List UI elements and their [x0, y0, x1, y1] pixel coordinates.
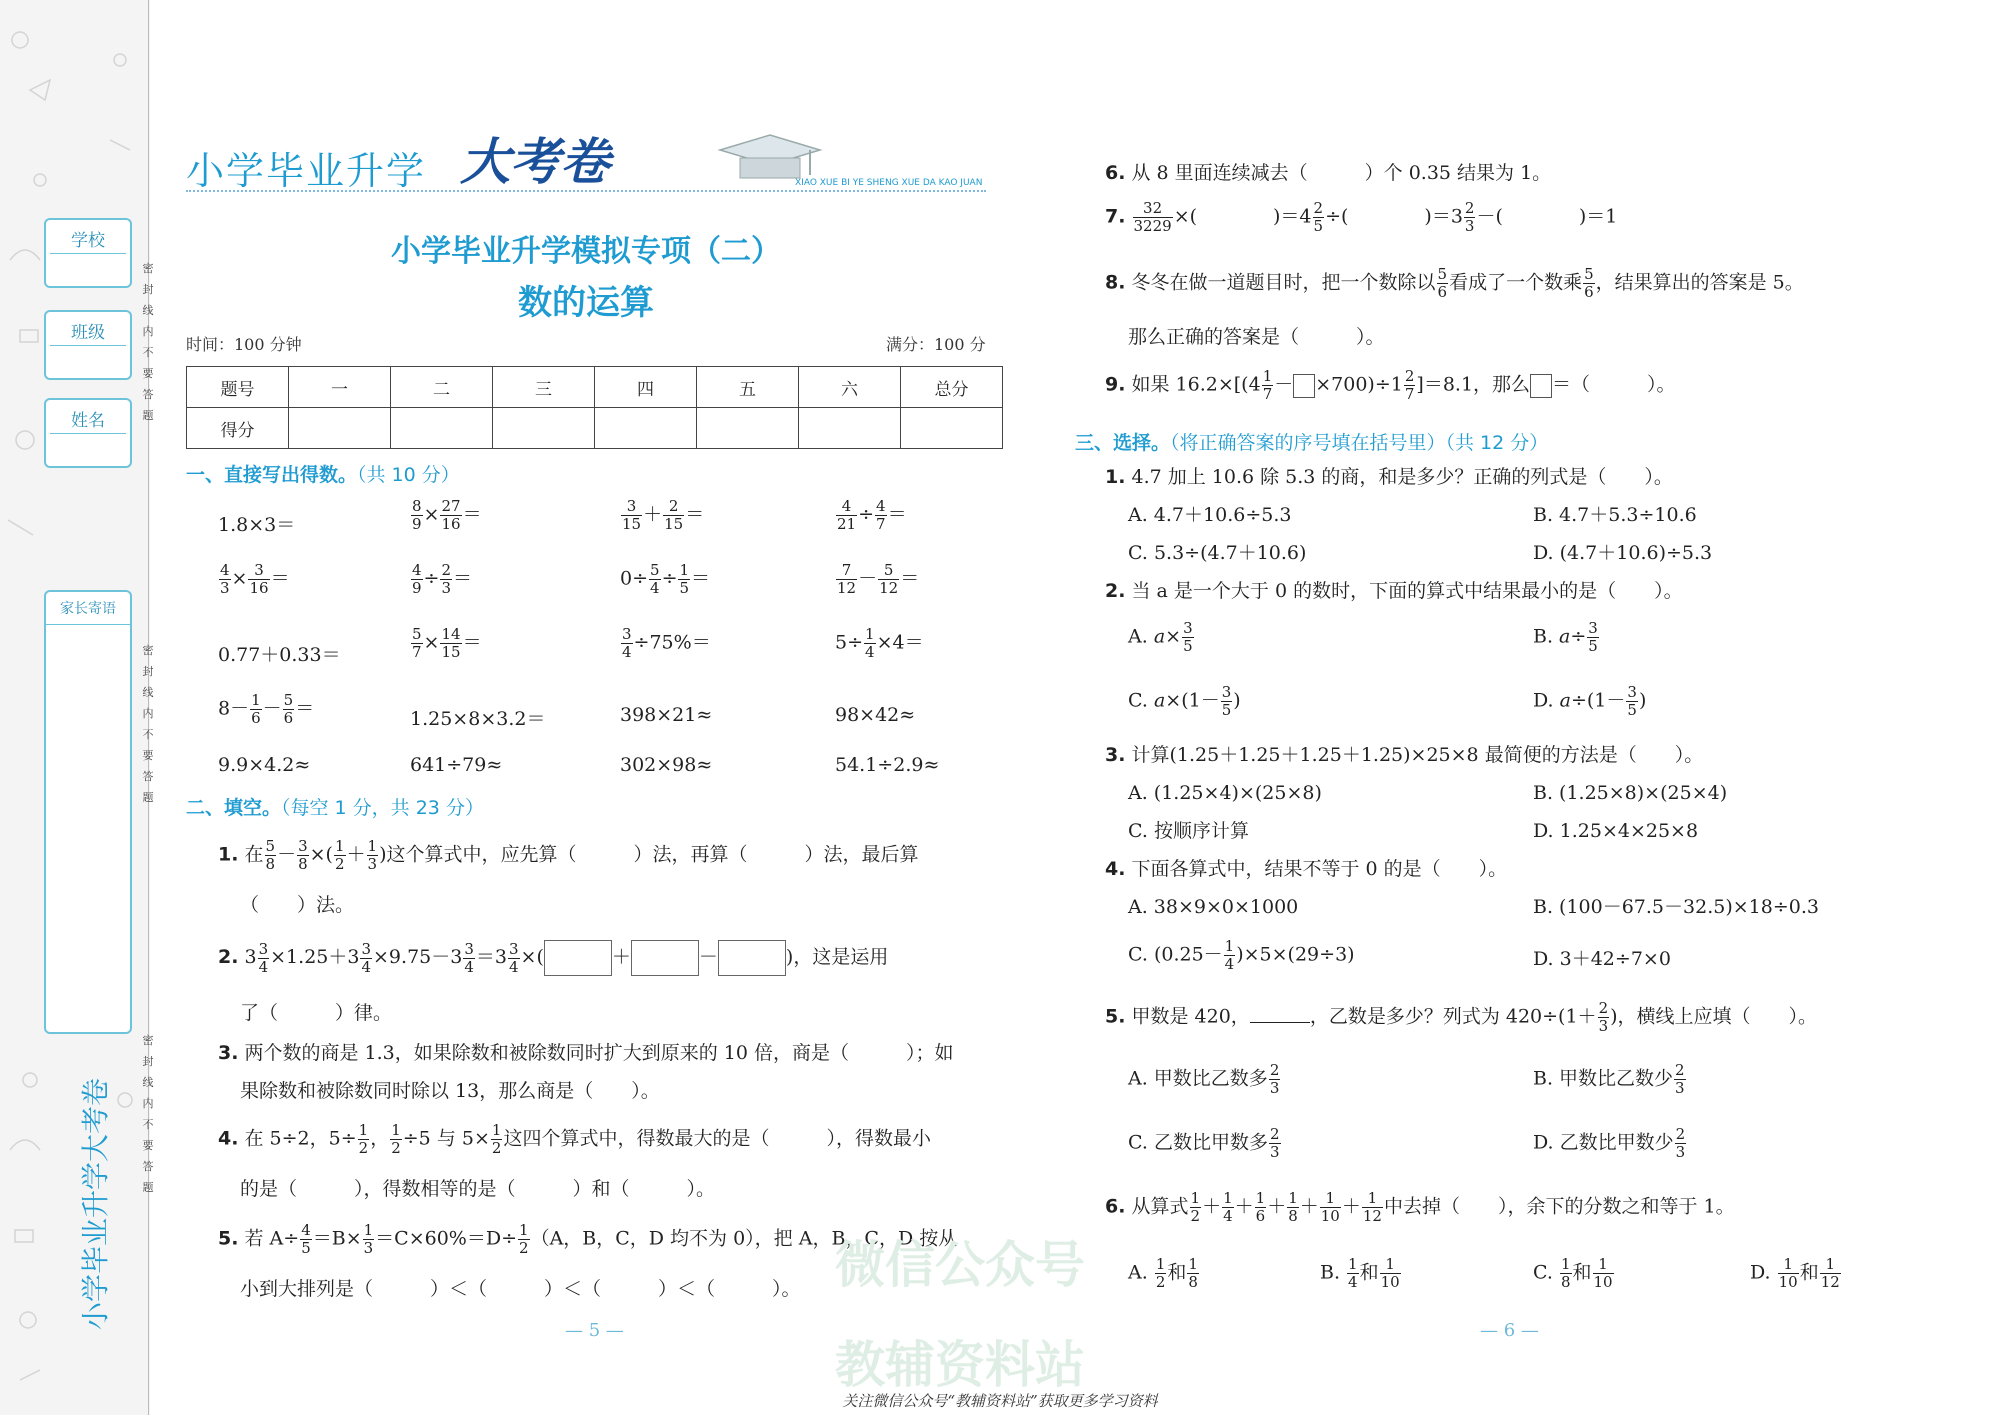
score-table [186, 366, 1003, 449]
class-label: 班级 [71, 323, 105, 343]
seal-text-1: 密 封 线 内 不 要 答 题 [142, 262, 154, 422]
calc-19: 302×98≈ [620, 754, 713, 776]
calc-9: 0.77＋0.33＝ [218, 644, 341, 666]
fill-q3-cont: 果除数和被除数同时除以 13，那么商是（ ）。 [240, 1080, 660, 1102]
section-1-title: 一、直接写出得数。（共 10 分） [186, 464, 460, 486]
answer-box[interactable] [718, 940, 786, 976]
page-number-left: — 5 — [565, 1320, 624, 1341]
fill-q2: 2. 3 $\frac{3}{4}$ ×1.25＋3 $\frac{3}{4}$ ×9.75－3 $\frac{3}{4}$ ＝3 $\frac{3}{4}$ ×( ＋ － )，这是运用 [218, 939, 889, 976]
choice-q3-a[interactable]: A. (1.25×4)×(25×8) [1128, 782, 1322, 804]
calc-17: 9.9×4.2≈ [218, 754, 311, 776]
choice-q3-b[interactable]: B. (1.25×8)×(25×4) [1533, 782, 1728, 804]
choice-q4-d[interactable]: D. 3＋42÷7×0 [1533, 948, 1671, 970]
choice-q4: 4. 下面各算式中，结果不等于 0 的是（ ）。 [1105, 858, 1508, 880]
calc-20: 54.1÷2.9≈ [835, 754, 940, 776]
calc-8: $\frac{7}{12}$ － $\frac{5}{12}$ ＝ [837, 561, 920, 597]
fill-q6: 6. 从 8 里面连续减去（ ）个 0.35 结果为 1。 [1105, 162, 1552, 184]
school-field[interactable] [44, 218, 132, 288]
fill-q3: 3. 两个数的商是 1.3，如果除数和被除数同时扩大到原来的 10 倍，商是（ ）；如 [218, 1042, 954, 1064]
seal-text-3: 密 封 线 内 不 要 答 题 [142, 1034, 154, 1194]
header-brand: 小学毕业升学 [186, 149, 427, 193]
fill-q8: 8. 冬冬在做一道题目时，把一个数除以 $\frac{5}{6}$ 看成了一个数乘 $\frac{5}{6}$ ，结果算出的答案是 5。 [1105, 265, 1804, 301]
choice-q1-c[interactable]: C. 5.3÷(4.7＋10.6) [1128, 542, 1307, 564]
calc-10: $\frac{5}{7}$ × $\frac{14}{15}$ ＝ [412, 625, 482, 661]
choice-q2-a[interactable]: A. a× $\frac{3}{5}$ [1128, 619, 1193, 655]
seal-text-2: 密 封 线 内 不 要 答 题 [142, 644, 154, 804]
choice-q1-a[interactable]: A. 4.7＋10.6÷5.3 [1128, 504, 1292, 526]
choice-q1-b[interactable]: B. 4.7＋5.3÷10.6 [1533, 504, 1697, 526]
choice-q6-c[interactable]: C. $\frac{1}{8}$ 和 $\frac{1}{10}$ [1533, 1255, 1613, 1291]
choice-q3-c[interactable]: C. 按顺序计算 [1128, 820, 1249, 842]
page-title: 小学毕业升学模拟专项（二） [391, 234, 781, 269]
choice-q6-b[interactable]: B. $\frac{1}{4}$ 和 $\frac{1}{10}$ [1320, 1255, 1400, 1291]
calc-15: 398×21≈ [620, 704, 713, 726]
choice-q5-d[interactable]: D. 乙数比甲数少 $\frac{2}{3}$ [1533, 1125, 1686, 1161]
section-2-title: 二、填空。（每空 1 分，共 23 分） [186, 797, 484, 819]
calc-3: $\frac{3}{15}$ ＋ $\frac{2}{15}$ ＝ [622, 497, 705, 533]
school-label: 学校 [71, 231, 105, 251]
class-field[interactable] [44, 310, 132, 380]
parent-message-label: 家长寄语 [46, 592, 130, 625]
calc-5: $\frac{4}{3}$ × $\frac{3}{16}$ ＝ [220, 561, 290, 597]
answer-box[interactable] [544, 940, 612, 976]
calc-11: $\frac{3}{4}$ ÷75%＝ [622, 625, 711, 661]
header-pinyin: XIAO XUE BI YE SHENG XUE DA KAO JUAN [795, 178, 983, 188]
parent-message-box[interactable] [44, 590, 132, 1034]
name-label: 姓名 [71, 411, 105, 431]
choice-q6: 6. 从算式 $\frac{1}{2}$ ＋ $\frac{1}{4}$ ＋ $\frac{1}{6}$ ＋ $\frac{1}{8}$ ＋ $\frac{1}{10}$ ＋ $\frac{1}{12}$ 中去掉（ ），余下的分数之和等于 1。 [1105, 1189, 1735, 1225]
score-table-header: 题号 一 二 三 四 五 六 总分 [187, 367, 1003, 408]
fill-q2-cont: 了（ ）律。 [240, 1002, 393, 1024]
watermark-line-2: 教辅资料站 [835, 1336, 1085, 1394]
fill-q4-cont: 的是（ ），得数相等的是（ ）和（ ）。 [240, 1178, 716, 1200]
fill-q1-cont: （ ）法。 [240, 894, 355, 916]
fill-q9: 9. 如果 16.2×[(4 $\frac{1}{7}$ － ×700)÷1 $\frac{2}{7}$ ]＝8.1，那么 ＝（ ）。 [1105, 367, 1676, 403]
choice-q5-a[interactable]: A. 甲数比乙数多 $\frac{2}{3}$ [1128, 1061, 1280, 1097]
choice-q4-a[interactable]: A. 38×9×0×1000 [1128, 896, 1299, 918]
choice-q1-d[interactable]: D. (4.7＋10.6)÷5.3 [1533, 542, 1713, 564]
choice-q2: 2. 当 a 是一个大于 0 的数时，下面的算式中结果最小的是（ ）。 [1105, 580, 1683, 602]
choice-q5-b[interactable]: B. 甲数比乙数少 $\frac{2}{3}$ [1533, 1061, 1685, 1097]
choice-q6-d[interactable]: D. $\frac{1}{10}$ 和 $\frac{1}{12}$ [1750, 1255, 1840, 1291]
calc-18: 641÷79≈ [410, 754, 503, 776]
fill-q7: 7. $\frac{32}{3229}$ ×( )＝4 $\frac{2}{5}$ ÷( )＝3 $\frac{2}{3}$ －( )＝1 [1105, 199, 1618, 235]
time-limit: 时间：100 分钟 [186, 335, 302, 354]
fill-q1: 1. 在 $\frac{5}{8}$ － $\frac{3}{8}$ ×( $\frac{1}{2}$ ＋ $\frac{1}{3}$ )这个算式中，应先算（ ）法，再算（ ）法，最后算 [218, 837, 919, 873]
calc-2: $\frac{8}{9}$ × $\frac{27}{16}$ ＝ [412, 497, 482, 533]
footer-note: 关注微信公众号“教辅资料站”获取更多学习资料 [842, 1392, 1158, 1410]
calc-16: 98×42≈ [835, 704, 916, 726]
choice-q5-c[interactable]: C. 乙数比甲数多 $\frac{2}{3}$ [1128, 1125, 1280, 1161]
choice-q3: 3. 计算(1.25＋1.25＋1.25＋1.25)×25×8 最简便的方法是（ ）。 [1105, 744, 1704, 766]
calc-4: $\frac{4}{21}$ ÷ $\frac{4}{7}$ ＝ [837, 497, 907, 533]
calc-1: 1.8×3＝ [218, 514, 296, 536]
choice-q6-a[interactable]: A. $\frac{1}{2}$ 和 $\frac{1}{8}$ [1128, 1255, 1198, 1291]
full-score: 满分：100 分 [886, 335, 986, 354]
calc-12: 5÷ $\frac{1}{4}$ ×4＝ [835, 625, 924, 661]
section-3-title: 三、选择。（将正确答案的序号填在括号里）（共 12 分） [1075, 432, 1549, 454]
calc-13: 8－ $\frac{1}{6}$ － $\frac{5}{6}$ ＝ [218, 691, 315, 727]
calc-7: 0÷ $\frac{5}{4}$ ÷ $\frac{1}{5}$ ＝ [620, 561, 711, 597]
choice-q4-b[interactable]: B. (100－67.5－32.5)×18÷0.3 [1533, 896, 1819, 918]
choice-q3-d[interactable]: D. 1.25×4×25×8 [1533, 820, 1699, 842]
choice-q2-b[interactable]: B. a÷ $\frac{3}{5}$ [1533, 619, 1598, 655]
choice-q1: 1. 4.7 加上 10.6 除 5.3 的商，和是多少？正确的列式是（ ）。 [1105, 466, 1673, 488]
watermark-line-1: 微信公众号 [835, 1236, 1085, 1294]
choice-q2-d[interactable]: D. a÷(1－ $\frac{3}{5}$ ) [1533, 683, 1647, 719]
page-number-right: — 6 — [1480, 1320, 1539, 1341]
choice-q2-c[interactable]: C. a×(1－ $\frac{3}{5}$ ) [1128, 683, 1241, 719]
score-table-row: 得分 [187, 408, 1003, 449]
name-field[interactable] [44, 398, 132, 468]
side-brand-logo: 小学毕业升学大考卷 [79, 1077, 112, 1330]
answer-box[interactable] [631, 940, 699, 976]
fill-q4: 4. 在 5÷2，5÷ $\frac{1}{2}$ ， $\frac{1}{2}$ ÷5 与 5× $\frac{1}{2}$ 这四个算式中，得数最大的是（ ），得数最小 [218, 1121, 931, 1157]
header-logo: 大考卷 [460, 133, 610, 191]
choice-q5: 5. 甲数是 420， ，乙数是多少？列式为 420÷(1＋ $\frac{2}{3}$ )，横线上应填（ ）。 [1105, 999, 1818, 1035]
answer-box[interactable] [1293, 374, 1315, 398]
choice-q4-c[interactable]: C. (0.25－ $\frac{1}{4}$ )×5×(29÷3) [1128, 937, 1355, 973]
calc-6: $\frac{4}{9}$ ÷ $\frac{2}{3}$ ＝ [412, 561, 473, 597]
header-rule [186, 190, 986, 192]
fill-q8-cont: 那么正确的答案是（ ）。 [1128, 326, 1385, 348]
calc-14: 1.25×8×3.2＝ [410, 708, 546, 730]
fill-q5-cont: 小到大排列是（ ）＜（ ）＜（ ）＜（ ）。 [240, 1278, 801, 1300]
answer-box[interactable] [1530, 374, 1552, 398]
page-subtitle: 数的运算 [518, 283, 654, 323]
fill-q5: 5. 若 A÷ $\frac{4}{5}$ ＝B× $\frac{1}{3}$ ＝C×60%＝D÷ $\frac{1}{2}$ （A，B，C，D 均不为 0），把 A，B，C，D 按从 [218, 1221, 958, 1257]
